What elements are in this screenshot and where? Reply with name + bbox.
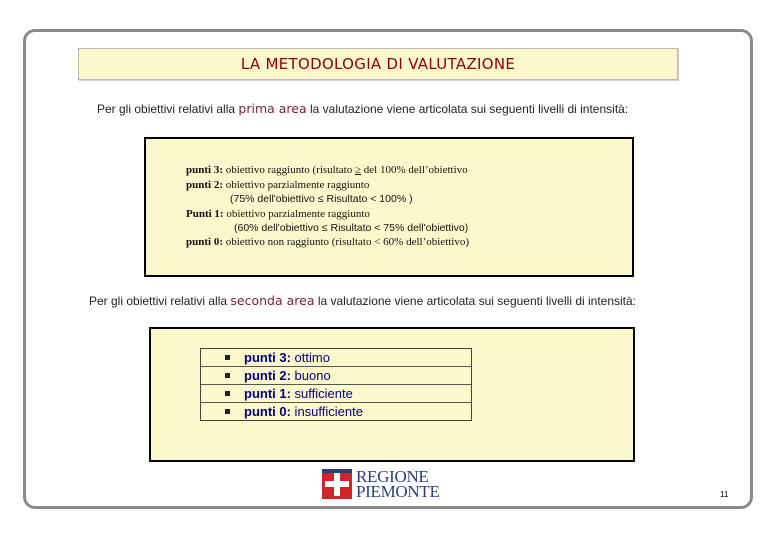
first-area-levels-text — [144, 137, 630, 273]
level-label: punti 3: — [186, 164, 223, 176]
list-item — [201, 385, 471, 403]
level-text: obiettivo parzialmente raggiunto — [223, 179, 370, 191]
item-label: punti 0: — [244, 404, 291, 419]
intro-first-highlight: prima area — [238, 101, 307, 116]
level-text: del 100% dell’obiettivo — [361, 164, 468, 176]
level-text: obiettivo raggiunto (risultato — [223, 164, 355, 176]
logo-line2: PIEMONTE — [356, 482, 440, 501]
regione-piemonte-logo-icon — [322, 469, 352, 499]
item-label: punti 1: — [244, 386, 291, 401]
page-number: 11 — [720, 490, 729, 499]
second-area-levels-list — [200, 348, 472, 421]
level-line — [186, 208, 370, 220]
item-text: buono — [290, 368, 331, 383]
intro-second-area — [89, 293, 636, 308]
level-condition: (75% dell'obiettivo ≤ Risultato < 100% ) — [230, 193, 413, 205]
list-item — [201, 349, 471, 367]
page-title: LA METODOLOGIA DI VALUTAZIONE — [240, 55, 516, 73]
level-text: obiettivo non raggiunto (risultato < 60% dell’obiettivo) — [223, 236, 470, 248]
bullet-icon — [225, 373, 230, 378]
intro-first-after: la valutazione viene articolata sui seguenti livelli di intensità: — [306, 102, 629, 116]
intro-second-after: la valutazione viene articolata sui seguenti livelli di intensità: — [314, 294, 637, 308]
logo-line1: REGIONE — [356, 467, 429, 486]
intro-second-before: Per gli obiettivi relativi alla — [89, 294, 231, 308]
level-label: punti 0: — [186, 236, 223, 248]
level-condition: (60% dell'obiettivo ≤ Risultato < 75% dell'obiettivo) — [234, 222, 469, 234]
level-symbol: ≥ — [354, 164, 362, 176]
bullet-icon — [225, 391, 230, 396]
level-label: punti 2: — [186, 179, 223, 191]
title-box — [78, 48, 678, 80]
item-label: punti 3: — [244, 350, 291, 365]
item-label: punti 2: — [244, 368, 291, 383]
level-line — [186, 179, 369, 191]
item-text: ottimo — [290, 350, 330, 365]
level-line — [186, 164, 468, 176]
list-item — [201, 367, 471, 385]
item-text: insufficiente — [290, 404, 363, 419]
intro-second-highlight: seconda area — [230, 293, 315, 308]
level-line — [186, 236, 469, 248]
level-text: obiettivo parzialmente raggiunto — [223, 208, 370, 220]
level-label: Punti 1: — [186, 208, 224, 220]
bullet-icon — [225, 409, 230, 414]
intro-first-area — [97, 101, 628, 116]
intro-first-before: Per gli obiettivi relativi alla — [97, 102, 239, 116]
bullet-icon — [225, 355, 230, 360]
list-item — [201, 403, 471, 420]
logo-wordmark — [356, 469, 440, 499]
item-text: sufficiente — [290, 386, 353, 401]
